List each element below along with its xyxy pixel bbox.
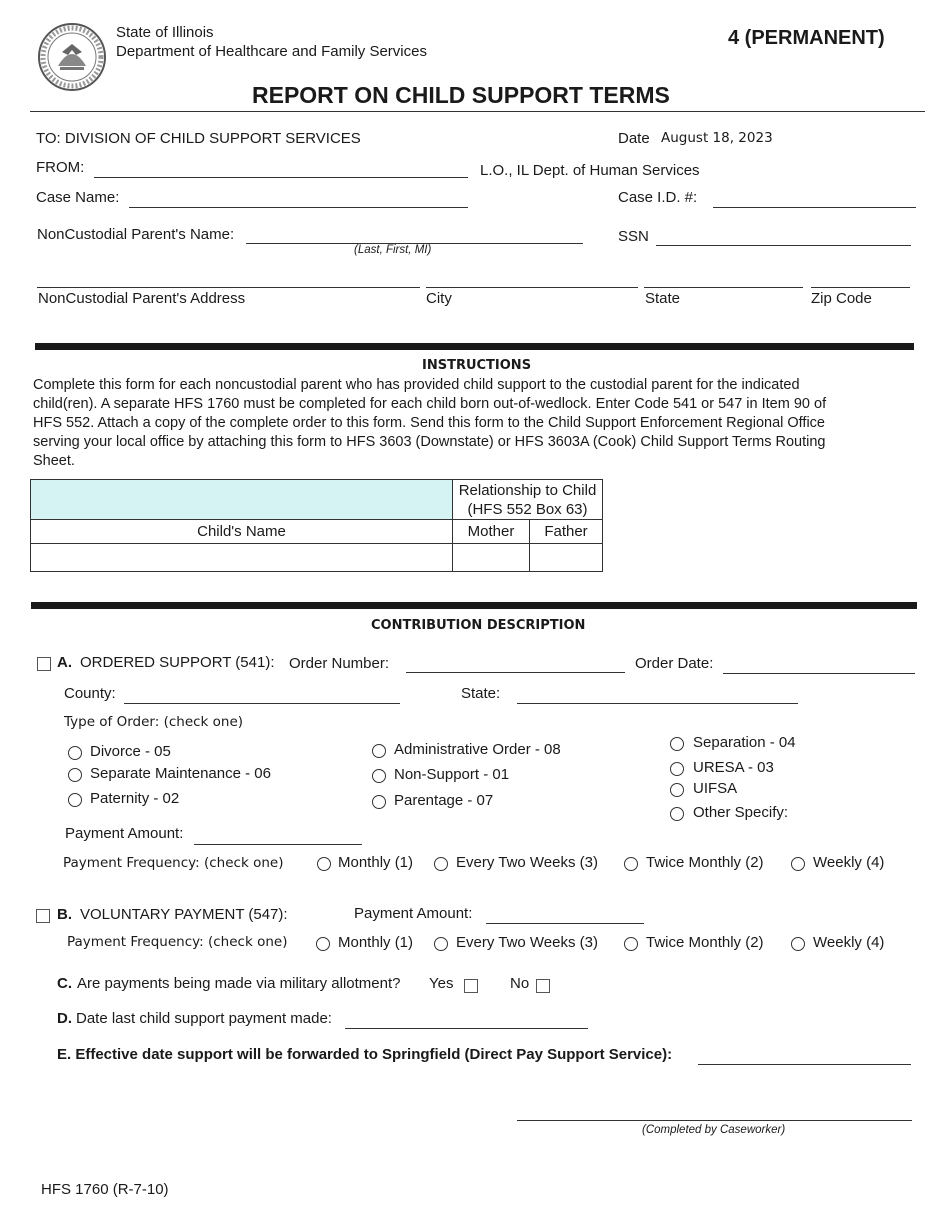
city-label: City [426, 290, 452, 307]
yes-checkbox[interactable] [464, 979, 478, 993]
child-name-header: Child's Name [31, 520, 453, 544]
instructions-line-1: Complete this form for each noncustodial parent who has provided child support to the custodial parent for the indicated [33, 377, 800, 393]
instructions-divider [35, 343, 914, 350]
separation-label: Separation - 04 [693, 734, 796, 751]
separate-maintenance-label: Separate Maintenance - 06 [90, 765, 271, 782]
instructions-line-2: child(ren). A separate HFS 1760 must be completed for each child born out-of-wedlock. Enter Code 541 or 547 in Item 90 of [33, 396, 827, 412]
yes-label: Yes [429, 975, 454, 992]
state-name: State of Illinois [116, 24, 214, 41]
ssn-label: SSN [618, 228, 649, 245]
case-id-label: Case I.D. #: [618, 189, 698, 206]
order-state-field[interactable] [517, 703, 798, 704]
a-twice-monthly-label: Twice Monthly (2) [646, 854, 764, 871]
contribution-divider [31, 602, 917, 609]
order-state-label: State: [461, 685, 501, 702]
a-twice-monthly-radio[interactable] [624, 857, 638, 871]
child-name-cell[interactable] [31, 544, 453, 572]
order-date-label: Order Date: [635, 655, 714, 672]
d-letter: D. [57, 1010, 72, 1027]
ncp-name-hint: (Last, First, MI) [354, 244, 432, 256]
case-name-label: Case Name: [36, 189, 120, 206]
effective-date-field[interactable] [698, 1064, 911, 1065]
parentage-label: Parentage - 07 [394, 792, 494, 809]
a-every-two-weeks-radio[interactable] [434, 857, 448, 871]
last-payment-field[interactable] [345, 1028, 588, 1029]
state-seal-logo [36, 22, 108, 92]
non-support-label: Non-Support - 01 [394, 766, 510, 783]
instructions-line-3: HFS 552. Attach a copy of the complete order to this form. Send this form to the Child Support Enforcement Regional Office [33, 415, 825, 431]
from-label: FROM: [36, 159, 85, 176]
father-header: Father [530, 520, 603, 544]
no-label: No [510, 975, 530, 992]
contribution-heading: CONTRIBUTION DESCRIPTION [371, 618, 586, 633]
b-payment-amount-label: Payment Amount: [354, 905, 473, 922]
address-field[interactable] [37, 287, 420, 288]
relationship-header-line-1: Relationship to Child [458, 481, 597, 499]
a-letter: A. [57, 654, 72, 671]
non-support-radio[interactable] [372, 769, 386, 783]
ordered-support-label: ORDERED SUPPORT (541): [80, 654, 275, 671]
to-label: TO: DIVISION OF CHILD SUPPORT SERVICES [36, 130, 361, 147]
b-every-two-weeks-radio[interactable] [434, 937, 448, 951]
mother-header: Mother [453, 520, 530, 544]
city-field[interactable] [426, 287, 638, 288]
relationship-header [453, 480, 603, 520]
ncp-name-label: NonCustodial Parent's Name: [37, 226, 235, 243]
payment-amount-field[interactable] [194, 844, 362, 845]
separation-radio[interactable] [670, 737, 684, 751]
lo-label: L.O., IL Dept. of Human Services [480, 162, 700, 179]
zip-field[interactable] [811, 287, 910, 288]
voluntary-payment-label: VOLUNTARY PAYMENT (547): [80, 906, 288, 923]
order-number-field[interactable] [406, 672, 625, 673]
ssn-field[interactable] [656, 245, 911, 246]
child-table [30, 479, 603, 572]
no-checkbox[interactable] [536, 979, 550, 993]
payment-frequency-label: Payment Frequency: (check one) [63, 855, 284, 871]
b-twice-monthly-label: Twice Monthly (2) [646, 934, 764, 951]
uresa-radio[interactable] [670, 762, 684, 776]
b-payment-amount-field[interactable] [486, 923, 644, 924]
order-number-label: Order Number: [289, 655, 390, 672]
caseworker-signature-field[interactable] [517, 1120, 912, 1121]
order-date-field[interactable] [723, 673, 915, 674]
county-field[interactable] [124, 703, 400, 704]
state-field[interactable] [644, 287, 803, 288]
department-name: Department of Healthcare and Family Services [116, 43, 427, 60]
administrative-order-radio[interactable] [372, 744, 386, 758]
last-payment-label: Date last child support payment made: [76, 1010, 332, 1027]
uifsa-label: UIFSA [693, 780, 738, 797]
payment-amount-label: Payment Amount: [65, 825, 184, 842]
b-monthly-label: Monthly (1) [338, 934, 414, 951]
case-id-field[interactable] [713, 207, 916, 208]
other-specify-label: Other Specify: [693, 804, 789, 821]
instructions-line-4: serving your local office by attaching this form to HFS 3603 (Downstate) or HFS 3603A (Cook) Child Support Terms Routing [33, 434, 826, 450]
administrative-order-label: Administrative Order - 08 [394, 741, 561, 758]
state-label: State [645, 290, 681, 307]
date-value[interactable]: August 18, 2023 [661, 130, 773, 146]
father-cell[interactable] [530, 544, 603, 572]
a-weekly-label: Weekly (4) [813, 854, 885, 871]
address-label: NonCustodial Parent's Address [38, 290, 246, 307]
other-specify-radio[interactable] [670, 807, 684, 821]
divorce-label: Divorce - 05 [90, 743, 171, 760]
zip-label: Zip Code [811, 290, 872, 307]
b-payment-frequency-label: Payment Frequency: (check one) [67, 934, 288, 950]
b-weekly-label: Weekly (4) [813, 934, 885, 951]
instructions-line-5: Sheet. [33, 453, 75, 469]
military-allotment-label: Are payments being made via military allotment? [77, 975, 401, 992]
ordered-support-checkbox[interactable] [37, 657, 51, 671]
from-field[interactable] [94, 177, 468, 178]
a-weekly-radio[interactable] [791, 857, 805, 871]
parentage-radio[interactable] [372, 795, 386, 809]
paternity-label: Paternity - 02 [90, 790, 180, 807]
county-label: County: [64, 685, 116, 702]
mother-cell[interactable] [453, 544, 530, 572]
form-id: HFS 1760 (R-7-10) [41, 1181, 169, 1198]
b-every-two-weeks-label: Every Two Weeks (3) [456, 934, 598, 951]
table-header-blank [31, 480, 453, 520]
c-letter: C. [57, 975, 72, 992]
page-title: REPORT ON CHILD SUPPORT TERMS [252, 82, 670, 108]
separate-maintenance-radio[interactable] [68, 768, 82, 782]
b-weekly-radio[interactable] [791, 937, 805, 951]
uresa-label: URESA - 03 [693, 759, 774, 776]
voluntary-payment-checkbox[interactable] [36, 909, 50, 923]
effective-date-label: E. Effective date support will be forwarded to Springfield (Direct Pay Support Service): [57, 1046, 673, 1063]
b-twice-monthly-radio[interactable] [624, 937, 638, 951]
divorce-radio[interactable] [68, 746, 82, 760]
case-name-field[interactable] [129, 207, 468, 208]
uifsa-radio[interactable] [670, 783, 684, 797]
instructions-heading: INSTRUCTIONS [422, 358, 532, 373]
completed-by-label: (Completed by Caseworker) [642, 1124, 786, 1136]
b-monthly-radio[interactable] [316, 937, 330, 951]
date-label: Date [618, 130, 650, 147]
paternity-radio[interactable] [68, 793, 82, 807]
type-of-order-label: Type of Order: (check one) [64, 714, 244, 730]
relationship-header-line-2: (HFS 552 Box 63) [467, 500, 588, 518]
a-monthly-label: Monthly (1) [338, 854, 414, 871]
title-rule [30, 111, 925, 112]
b-letter: B. [57, 906, 72, 923]
a-monthly-radio[interactable] [317, 857, 331, 871]
permanent-label: 4 (PERMANENT) [728, 27, 885, 49]
a-every-two-weeks-label: Every Two Weeks (3) [456, 854, 598, 871]
